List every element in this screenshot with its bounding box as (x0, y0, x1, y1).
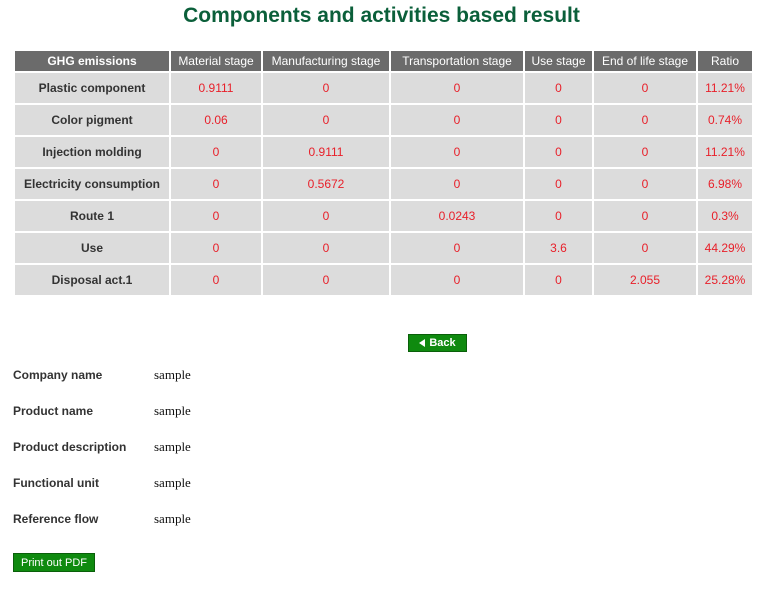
table-row (15, 73, 752, 103)
column-header-end-of-life-stage: End of life stage (594, 51, 696, 71)
table-row (15, 105, 752, 135)
material-stage-cell: 0 (171, 233, 261, 263)
info-label: Company name (13, 368, 103, 382)
transportation-stage-cell: 0.0243 (391, 201, 523, 231)
use-stage-cell: 0 (525, 105, 592, 135)
column-header-manufacturing-stage: Manufacturing stage (263, 51, 389, 71)
manufacturing-stage-cell: 0.9111 (263, 137, 389, 167)
left-arrow-icon (419, 339, 425, 347)
manufacturing-stage-cell: 0 (263, 233, 389, 263)
material-stage-cell: 0 (171, 137, 261, 167)
ratio-cell: 0.3% (698, 201, 752, 231)
row-label: Disposal act.1 (15, 265, 169, 295)
end-of-life-stage-cell: 0 (594, 105, 696, 135)
row-label: Plastic component (15, 73, 169, 103)
page-title: Components and activities based result (183, 4, 580, 27)
back-button[interactable] (408, 334, 467, 352)
row-label: Injection molding (15, 137, 169, 167)
material-stage-cell: 0.06 (171, 105, 261, 135)
ratio-cell: 6.98% (698, 169, 752, 199)
table-header-row (15, 51, 752, 71)
transportation-stage-cell: 0 (391, 265, 523, 295)
transportation-stage-cell: 0 (391, 169, 523, 199)
info-label: Functional unit (13, 476, 99, 490)
results-table (13, 49, 754, 297)
column-header-transportation-stage: Transportation stage (391, 51, 523, 71)
print-pdf-button[interactable] (13, 553, 95, 572)
row-label: Electricity consumption (15, 169, 169, 199)
use-stage-cell: 3.6 (525, 233, 592, 263)
ratio-cell: 0.74% (698, 105, 752, 135)
end-of-life-stage-cell: 0 (594, 73, 696, 103)
table-row (15, 137, 752, 167)
row-label: Use (15, 233, 169, 263)
manufacturing-stage-cell: 0 (263, 265, 389, 295)
use-stage-cell: 0 (525, 265, 592, 295)
ratio-cell: 44.29% (698, 233, 752, 263)
back-button-label: Back (429, 337, 456, 349)
ratio-cell: 11.21% (698, 73, 752, 103)
print-pdf-button-label: Print out PDF (20, 556, 88, 569)
table-row (15, 201, 752, 231)
table-row (15, 265, 752, 295)
use-stage-cell: 0 (525, 137, 592, 167)
material-stage-cell: 0 (171, 169, 261, 199)
end-of-life-stage-cell: 0 (594, 137, 696, 167)
info-value: sample (154, 367, 191, 382)
end-of-life-stage-cell: 0 (594, 201, 696, 231)
column-header-use-stage: Use stage (525, 51, 592, 71)
info-label: Product description (13, 440, 127, 454)
row-label: Route 1 (15, 201, 169, 231)
end-of-life-stage-cell: 0 (594, 233, 696, 263)
column-header-material-stage: Material stage (171, 51, 261, 71)
info-value: sample (154, 475, 191, 490)
end-of-life-stage-cell: 0 (594, 169, 696, 199)
use-stage-cell: 0 (525, 201, 592, 231)
ratio-cell: 25.28% (698, 265, 752, 295)
material-stage-cell: 0 (171, 201, 261, 231)
ratio-cell: 11.21% (698, 137, 752, 167)
column-header-ghg-emissions: GHG emissions (15, 51, 169, 71)
transportation-stage-cell: 0 (391, 137, 523, 167)
manufacturing-stage-cell: 0 (263, 105, 389, 135)
table-row (15, 233, 752, 263)
manufacturing-stage-cell: 0 (263, 201, 389, 231)
info-value: sample (154, 511, 191, 526)
transportation-stage-cell: 0 (391, 105, 523, 135)
manufacturing-stage-cell: 0 (263, 73, 389, 103)
manufacturing-stage-cell: 0.5672 (263, 169, 389, 199)
info-label: Reference flow (13, 512, 99, 526)
info-value: sample (154, 439, 191, 454)
transportation-stage-cell: 0 (391, 73, 523, 103)
table-row (15, 169, 752, 199)
use-stage-cell: 0 (525, 73, 592, 103)
use-stage-cell: 0 (525, 169, 592, 199)
material-stage-cell: 0 (171, 265, 261, 295)
row-label: Color pigment (15, 105, 169, 135)
info-value: sample (154, 403, 191, 418)
transportation-stage-cell: 0 (391, 233, 523, 263)
info-label: Product name (13, 404, 94, 418)
material-stage-cell: 0.9111 (171, 73, 261, 103)
end-of-life-stage-cell: 2.055 (594, 265, 696, 295)
column-header-ratio: Ratio (698, 51, 752, 71)
